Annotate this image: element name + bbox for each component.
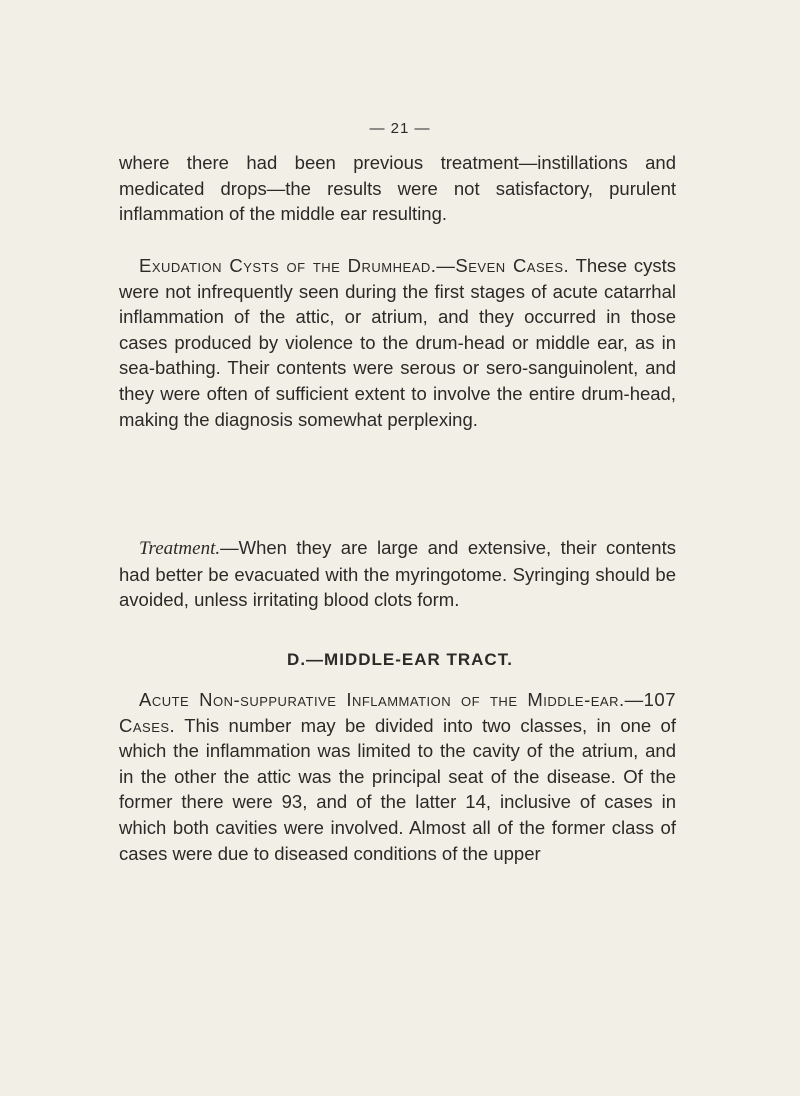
continuation-paragraph <box>119 150 676 227</box>
acute-heading: Acute Non-suppurative Inflammation of the Middle-ear.—107 Cases. <box>119 689 676 736</box>
exudation-body <box>119 253 676 432</box>
section-heading: D.—MIDDLE-EAR TRACT. <box>287 650 513 669</box>
treatment-body <box>119 535 676 613</box>
treatment-label: Treatment. <box>139 538 221 559</box>
acute-text: This number may be divided into two classes, in one of which the inflammation was limited to the cavity of the atrium, and in the other the attic was the principal seat of the disease. Of the former there were 93, and of the latter 14, inclusive of cases in which both cavities were involved. Almost all of the former class of cases were due to diseased conditions of the upper <box>119 714 676 864</box>
exudation-heading: Exudation Cysts of the Drumhead.—Seven Cases. <box>139 255 570 276</box>
exudation-text: These cysts were not infrequently seen during the first stages of acute catarrhal inflammation of the attic, or atrium, and they occurred in those cases produced by violence to the drum-head or middle ear, as in sea-bathing. Their contents were serous or sero-sanguinolent, and they were often of sufficient extent to involve the entire drum-head, making the diagnosis somewhat perplexing. <box>119 255 676 430</box>
continuation-text: where there had been previous treatment—instillations and medicated drops—the results were not satisfactory, purulent inflammation of the middle ear resulting. <box>119 152 676 225</box>
page-number: — 21 — <box>369 120 431 137</box>
acute-paragraph <box>119 687 676 866</box>
treatment-paragraph <box>119 535 676 613</box>
acute-body <box>119 687 676 866</box>
treatment-text: —When they are large and extensive, their contents had better be evacuated with the myringotome. Syringing should be avoided, unless irritating blood clots form. <box>119 537 676 611</box>
exudation-paragraph <box>119 253 676 432</box>
